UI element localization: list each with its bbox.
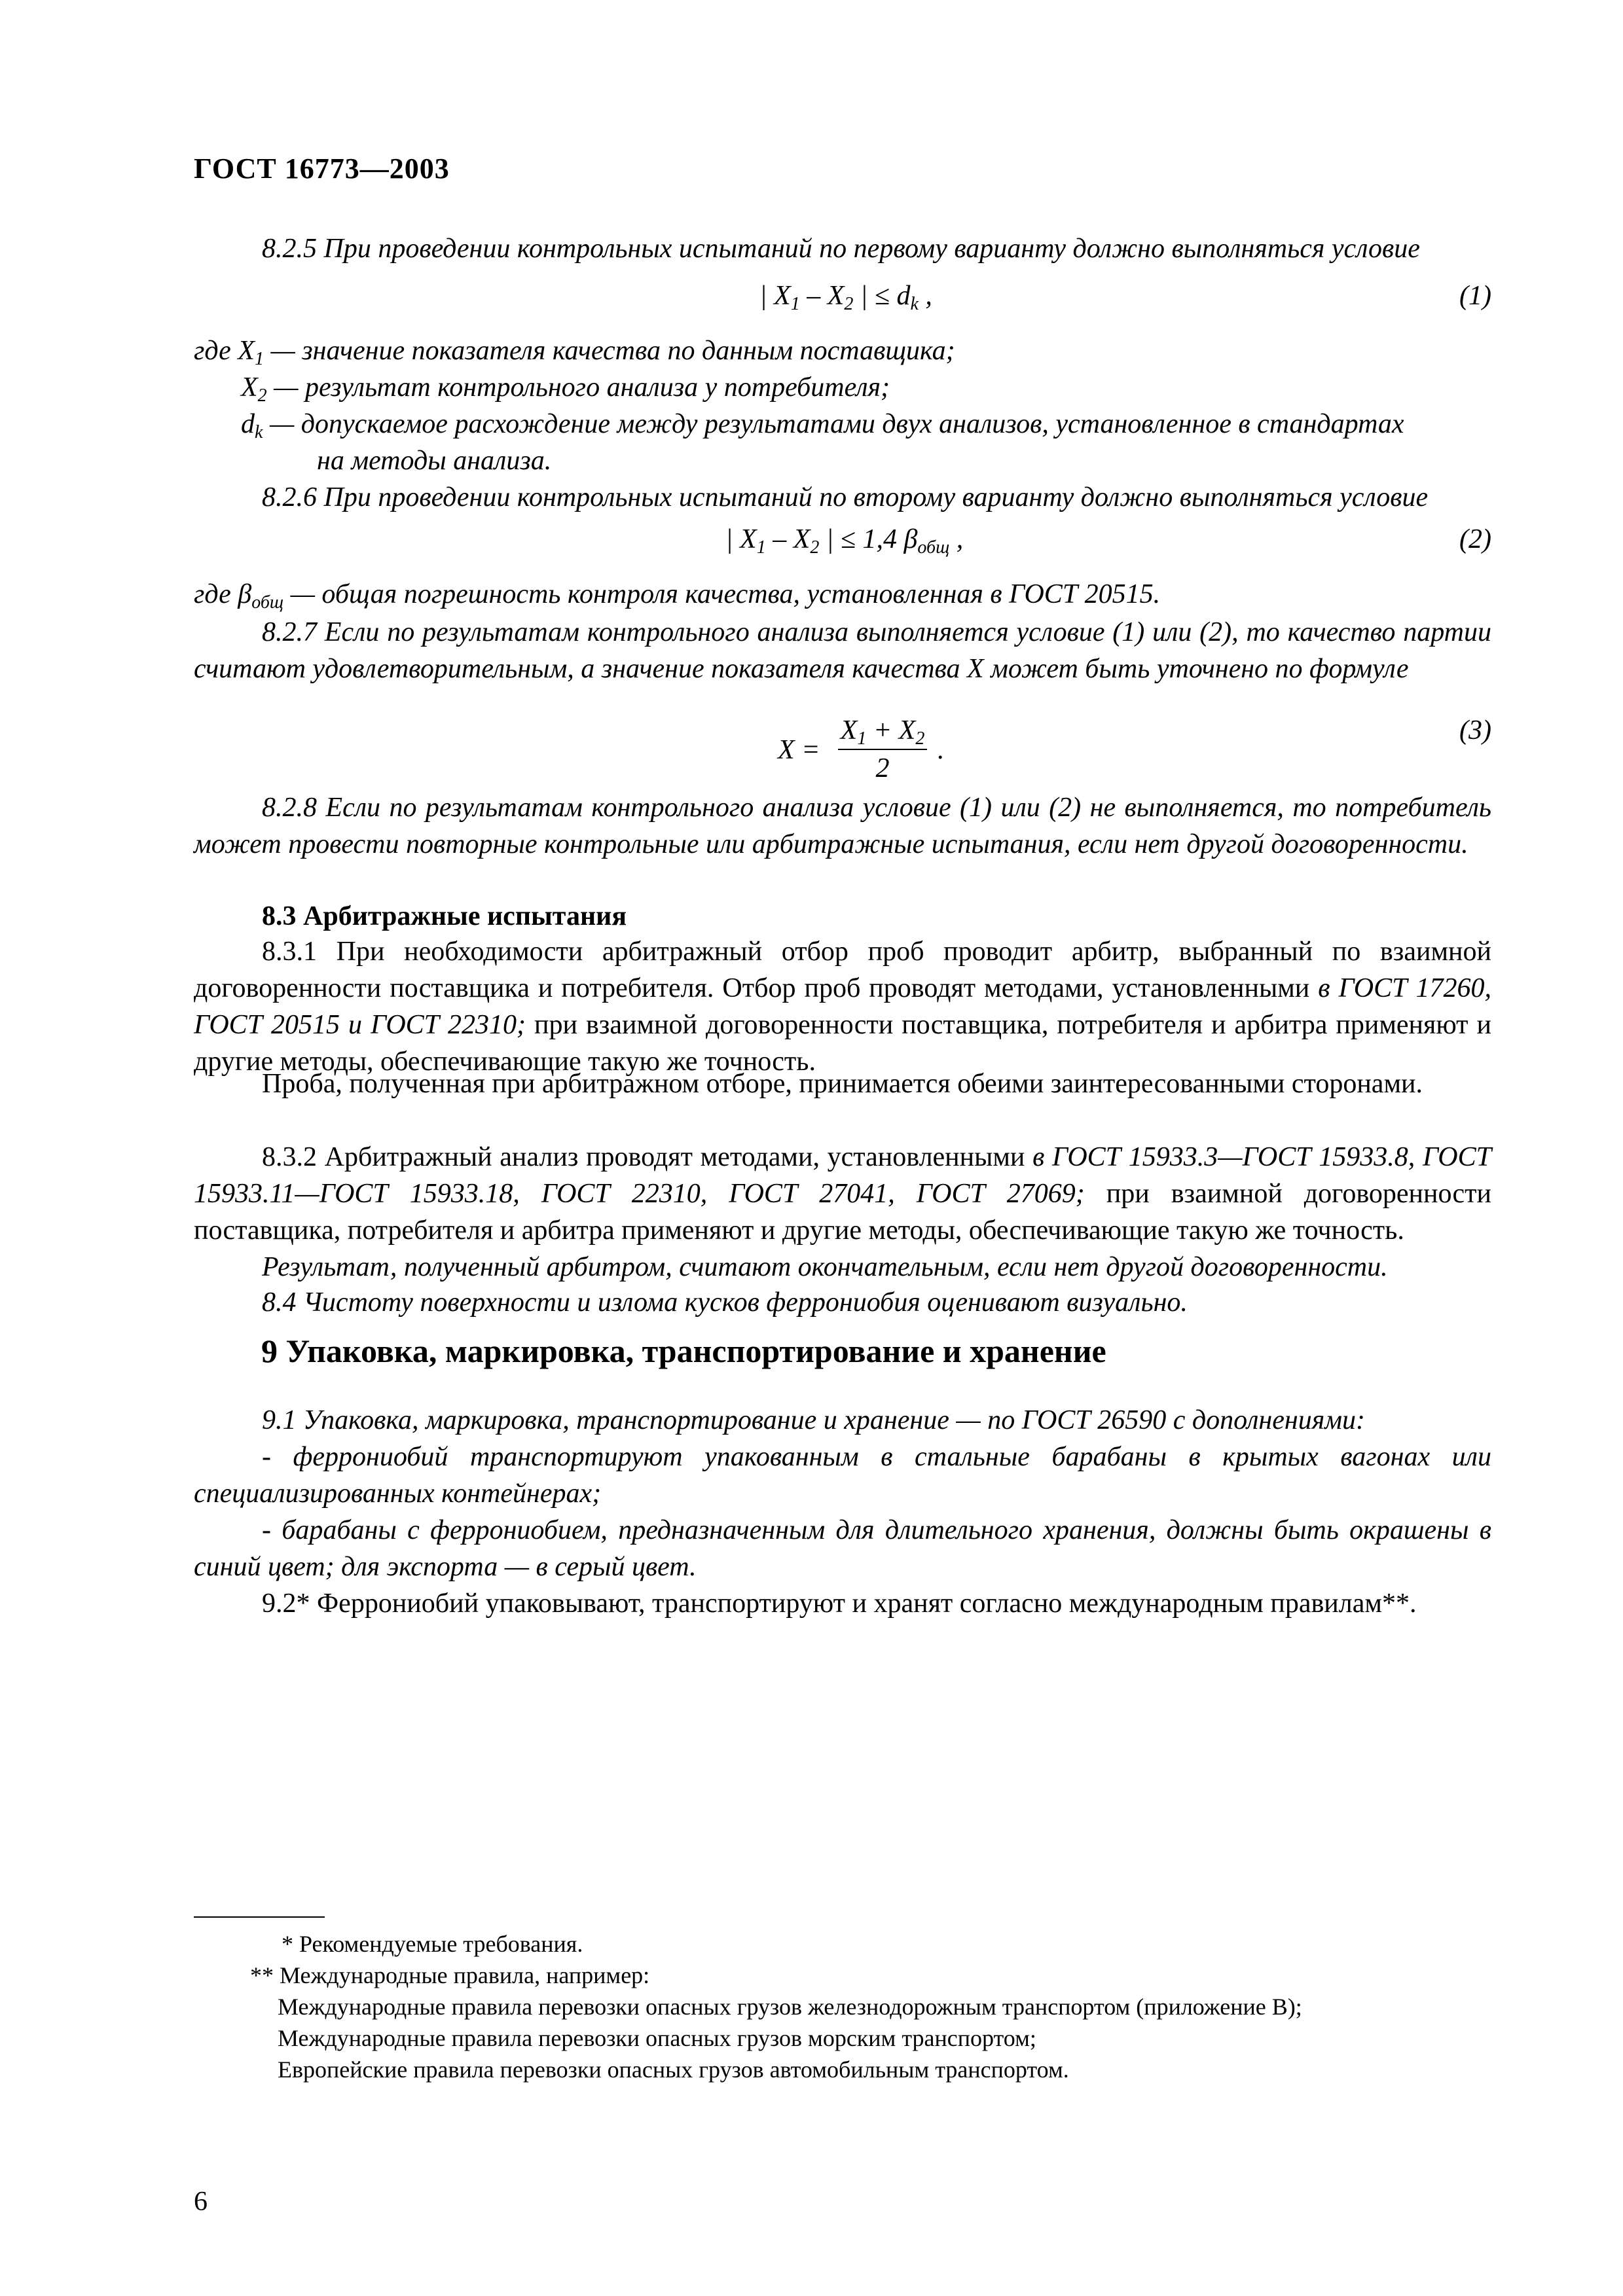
clause-8-2-8: 8.2.8 Если по результатам контрольного анализа условие (1) или (2) не выполняется, то потребитель может провести повторные контрольные или арбитражные испытания, если нет другой договоренности. <box>194 793 1491 859</box>
clause-8-3-2: 8.3.2 Арбитражный анализ проводят методами, установленными в ГОСТ 15933.3—ГОСТ 15933.8, ГОСТ 15933.11—ГОСТ 15933.18, ГОСТ 22310, ГОСТ 27041, ГОСТ 27069; при взаимной договоренности поставщика, потребителя и арбитра применяют и другие методы, обеспечивающие такую же точность. <box>194 1142 1491 1246</box>
document-page: ГОСТ 16773—2003 8.2.5 При проведении контрольных испытаний по первому варианту должно выполняться условие | $X_1 - X_2$ | ≤ $d_k$ , (1) где $X_1$ — значение показателя качества по данным поставщика; $X_2$ — результат контрольного анализа у потребителя; $d_k$ — допускаемое расхождение между результатами двух анализов, установленное в стандартах на методы анализа. 8.2.6 При проведении контрольных испытаний по второму варианту должно выполняться условие | $X_1 - X_2$ | ≤ 1,4 $\beta_{общ}$ , (2) где $\beta_{общ}$ — общая погрешность контроля качества, установленная в ГОСТ 20515. 8.2.7 Если по результатам контрольного анализа выполняется условие (1) или (2), то качество партии считают удовлетворительным, а значение показателя качества X может быть уточнено по формуле X = $X_1 + X_2$ 2 . (3) 8.2.8 Если по результатам контрольного анализа условие (1) или (2) не выполняется, то потребитель может провести повторные контрольные или арбитражные испытания, если нет другой договоренности. 8.3 Арбитражные испытания 8.3.1 При необходимости арбитражный отбор проб проводит арбитр, выбранный по взаимной договоренности поставщика и потребителя. Отбор проб проводят методами, установленными в ГОСТ 17260, ГОСТ 20515 и ГОСТ 22310; при взаимной договоренности поставщика, потребителя и арбитра применяют и другие методы, обеспечивающие такую же точность. Проба, полученная при арбитражном отборе, принимается обеими заинтересованными сторонами. 8.3.2 Арбитражный анализ проводят методами, установленными в ГОСТ 15933.3—ГОСТ 15933.8, ГОСТ 15933.11—ГОСТ 15933.18, ГОСТ 22310, ГОСТ 27041, ГОСТ 27069; при взаимной договоренности поставщика, потребителя и арбитра применяют и другие методы, обеспечивающие такую же точность. Результат, полученный арбитром, считают окончательным, если нет другой договоренности. 8.4 Чистоту поверхности и излома кусков феррониобия оценивают визуально. 9 Упаковка, маркировка, транспортирование и хранение 9.1 Упаковка, маркировка, транспортирование и хранение — по ГОСТ 26590 с дополнениями: - феррониобий транспортируют упакованным в стальные барабаны в крытых вагонах или специализированных контейнерах; - барабаны с феррониобием, предназначенным для длительного хранения, должны быть окрашены в синий цвет; для экспорта — в серый цвет. 9.2* Феррониобий упаковывают, транспортируют и хранят согласно международным правилам**. * Рекомендуемые требования. ** Международные правила, например: Международные правила перевозки опасных грузов железнодорожным транспортом (приложение В); Международные правила перевозки опасных грузов морским транспортом; Европейские правила перевозки опасных грузов автомобильным транспортом. 6 <box>194 152 1492 2217</box>
clause-8-2-5: 8.2.5 При проведении контрольных испытаний по первому варианту должно выполняться условие <box>262 234 1420 264</box>
definition-beta: где $\beta_{общ}$ — общая погрешность контроля качества, установленная в ГОСТ 20515. <box>194 579 1161 613</box>
formula-1: | $X_1 - X_2$ | ≤ $d_k$ , <box>759 281 932 314</box>
definition-x1: где $X_1$ — значение показателя качества по данным поставщика; <box>194 336 955 369</box>
paragraph-result: Результат, полученный арбитром, считают окончательным, если нет другой договоренности. <box>262 1252 1388 1282</box>
section-8-3-title: 8.3 Арбитражные испытания <box>262 901 627 931</box>
clause-8-3-1: 8.3.1 При необходимости арбитражный отбор проб проводит арбитр, выбранный по взаимной договоренности поставщика и потребителя. Отбор проб проводят методами, установленными в ГОСТ 17260, ГОСТ 20515 и ГОСТ 22310; при взаимной договоренности поставщика, потребителя и арбитра применяют и другие методы, обеспечивающие такую же точность. <box>194 937 1492 1077</box>
clause-9-2: 9.2* Феррониобий упаковывают, транспортируют и хранят согласно международным правилам**. <box>262 1588 1417 1619</box>
definition-dk: $d_k$ — допускаемое расхождение между результатами двух анализов, установленное в стандартах <box>241 409 1404 442</box>
footnote-2: ** Международные правила, например: <box>250 1962 650 1988</box>
document-header: ГОСТ 16773—2003 <box>194 152 450 185</box>
clause-9-1: 9.1 Упаковка, маркировка, транспортирование и хранение — по ГОСТ 26590 с дополнениями: <box>262 1405 1366 1435</box>
definitions-1 <box>194 332 1491 479</box>
definition-dk-continued: на методы анализа. <box>317 446 552 476</box>
paragraph-probe: Проба, полученная при арбитражном отборе, принимается обеими заинтересованными сторонами. <box>262 1069 1423 1099</box>
section-9-title: 9 Упаковка, маркировка, транспортирование и хранение <box>261 1333 1106 1369</box>
footnote-4: Международные правила перевозки опасных грузов морским транспортом; <box>278 2025 1036 2051</box>
clause-8-2-7: 8.2.7 Если по результатам контрольного анализа выполняется условие (1) или (2), то качество партии считают удовлетворительным, а значение показателя качества X может быть уточнено по формуле <box>194 617 1491 684</box>
formula-3-fraction-bar <box>838 749 927 750</box>
bullet-paint: - барабаны с феррониобием, предназначенным для длительного хранения, должны быть окрашены в синий цвет; для экспорта — в серый цвет. <box>194 1515 1491 1582</box>
page-number: 6 <box>194 2187 208 2217</box>
formula-3-numerator: $X_1 + X_2$ <box>840 715 925 749</box>
formula-1-number: (1) <box>1459 281 1491 311</box>
formula-2: | $X_1 - X_2$ | ≤ 1,4 $\beta_{общ}$ , <box>725 524 964 558</box>
definition-x2: $X_2$ — результат контрольного анализа у потребителя; <box>241 372 890 406</box>
footnote-5: Европейские правила перевозки опасных грузов автомобильным транспортом. <box>278 2056 1069 2083</box>
footnote-3: Международные правила перевозки опасных грузов железнодорожным транспортом (приложение В); <box>278 1994 1302 2020</box>
footnote-separator <box>194 1916 325 1918</box>
formula-3-number: (3) <box>1459 715 1491 745</box>
bullet-transport: - феррониобий транспортируют упакованным в стальные барабаны в крытых вагонах или специализированных контейнерах; <box>194 1442 1491 1509</box>
footnote-1: * Рекомендуемые требования. <box>282 1931 583 1957</box>
clause-8-4: 8.4 Чистоту поверхности и излома кусков феррониобия оценивают визуально. <box>262 1287 1188 1318</box>
clause-8-2-6: 8.2.6 При проведении контрольных испытаний по второму варианту должно выполняться условие <box>262 482 1429 512</box>
formula-2-number: (2) <box>1459 524 1491 554</box>
